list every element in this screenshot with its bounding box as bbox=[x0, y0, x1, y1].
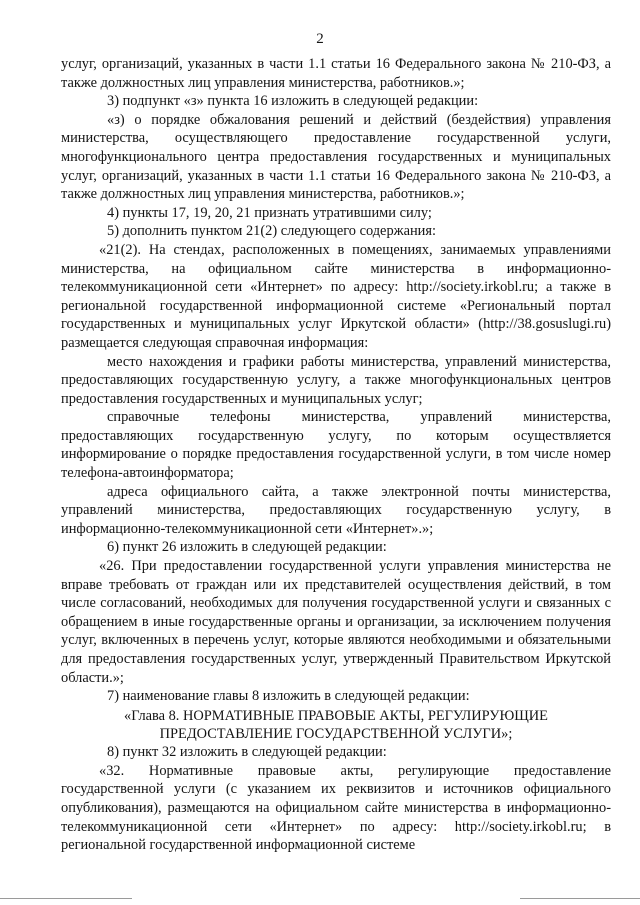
paragraph-continuation: услуг, организаций, указанных в части 1.1 статьи 16 Федерального закона № 210-ФЗ, а также должностных лиц управления министерства, работников.»; bbox=[61, 56, 611, 91]
paragraph-subpoint-z: «з) о порядке обжалования решений и действий (бездействия) управления министерства, осуществляющего предоставление государственной услуги, многофункционального центра предоставления государственных и муниципальных услуг, организаций, указанных в части 1.1 статьи 16 Федерального закона № 210-ФЗ, а также должностных лиц управления министерства, работников.»; bbox=[61, 111, 611, 203]
paragraph-location: место нахождения и графики работы министерства, управлений министерства, предоставляющих государственную услугу, а также многофункциональных центров предоставления государственных и муниципальных услуг; bbox=[61, 353, 611, 407]
page-number: 2 bbox=[316, 31, 324, 47]
paragraph-item-7: 7) наименование главы 8 изложить в следующей редакции: bbox=[107, 688, 470, 705]
paragraph-item-8: 8) пункт 32 изложить в следующей редакции: bbox=[107, 744, 387, 761]
paragraph-item-4: 4) пункты 17, 19, 20, 21 признать утратившими силу; bbox=[107, 204, 432, 221]
paragraph-point-26: «26. При предоставлении государственной услуги управления министерства не вправе требовать от граждан или их представителей осуществления действий, в том числе согласований, необходимых для получения государственной услуги и связанных с обращением в иные государственные органы и организации, за исключением получения услуг, включенных в перечень услуг, которые являются необходимыми и обязательными для предоставления государственных услуг, утвержденный Правительством Иркутской области.»; bbox=[61, 558, 611, 686]
paragraph-phones: справочные телефоны министерства, управлений министерства, предоставляющих государственную услугу, по которым осуществляется информирование о порядке предоставления государственной услуги, в том числе номер телефона-автоинформатора; bbox=[61, 409, 611, 482]
scan-edge-segment bbox=[520, 898, 640, 899]
chapter-heading: «Глава 8. НОРМАТИВНЫЕ ПРАВОВЫЕ АКТЫ, РЕГУЛИРУЮЩИЕ ПРЕДОСТАВЛЕНИЕ ГОСУДАРСТВЕННОЙ УСЛУГИ»; bbox=[124, 707, 548, 742]
paragraph-point-32: «32. Нормативные правовые акты, регулирующие предоставление государственной услуги (с указанием их реквизитов и источников официального опубликования), размещаются на официальном сайте министерства в информационно-телекоммуникационной сети «Интернет» по адресу: http://society.irkobl.ru; в региональной государственной информационной системе bbox=[61, 762, 611, 854]
paragraph-item-3: 3) подпункт «з» пункта 16 изложить в следующей редакции: bbox=[107, 93, 479, 110]
scan-edge-segment bbox=[0, 898, 132, 899]
paragraph-item-5: 5) дополнить пунктом 21(2) следующего содержания: bbox=[107, 223, 436, 240]
paragraph-item-6: 6) пункт 26 изложить в следующей редакции: bbox=[107, 539, 387, 556]
paragraph-addresses: адреса официального сайта, а также электронной почты министерства, управлений министерства, предоставляющих государственную услугу, в информационно-телекоммуникационной сети «Интернет».»; bbox=[61, 483, 611, 537]
document-body bbox=[61, 55, 611, 855]
scan-edge-rule bbox=[0, 895, 640, 905]
paragraph-21-2: «21(2). На стендах, расположенных в помещениях, занимаемых управлениями министерства, на официальном сайте министерства в информационно-телекоммуникационной сети «Интернет» по адресу: http://society.irkobl.ru; а также в региональной государственной информационной системе «Региональный портал государственных и муниципальных услуг Иркутской области» (http://38.gosuslugi.ru) размещается следующая справочная информация: bbox=[61, 241, 611, 351]
